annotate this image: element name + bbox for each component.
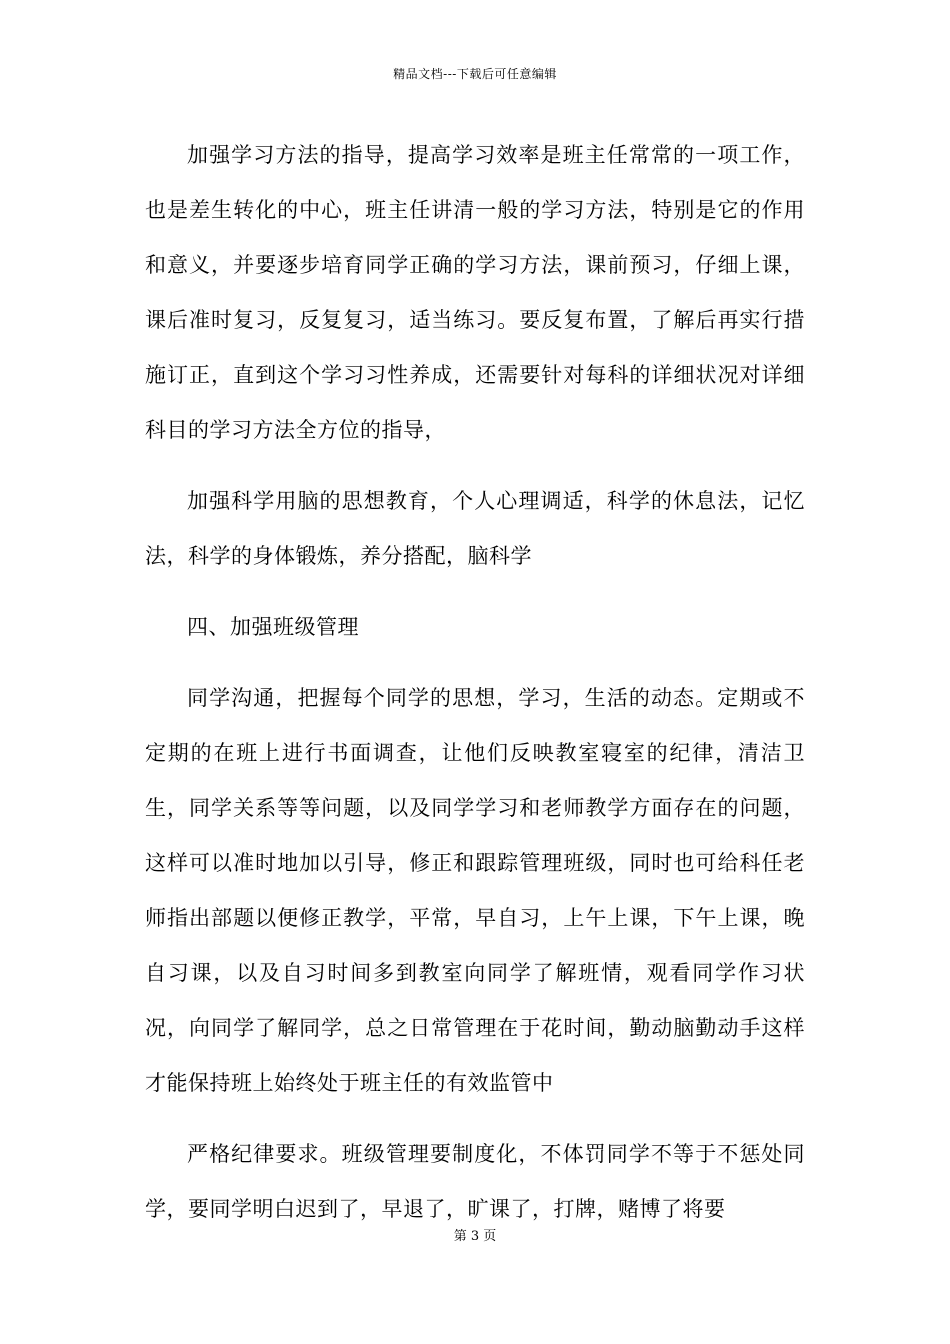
- paragraph-brain-science: 加强科学用脑的思想教育，个人心理调适，科学的休息法，记忆法，科学的身体锻炼，养分搭配，脑科学: [145, 489, 805, 568]
- paragraph-discipline: 严格纪律要求。班级管理要制度化，不体罚同学不等于不惩处同学，要同学明白迟到了，早退了，旷课了，打牌，赌博了将要: [145, 1142, 805, 1221]
- paragraph-student-communication: 同学沟通，把握每个同学的思想，学习，生活的动态。定期或不定期的在班上进行书面调查，让他们反映教室寝室的纪律，清洁卫生，同学关系等等问题，以及同学学习和老师教学方面存在的问题，这样可以准时地加以引导，修正和跟踪管理班级，同时也可给科任老师指出部题以便修正教学，平常，早自习，上午上课，下午上课，晚自习课，以及自习时间多到教室向同学了解班情，观看同学作习状况，向同学了解同学，总之日常管理在于花时间，勤动脑勤动手这样才能保持班上始终处于班主任的有效监管中: [145, 686, 805, 1095]
- section-heading-class-management: 四、加强班级管理: [187, 615, 359, 639]
- document-body: [145, 128, 805, 1253]
- paragraph-study-methods: 加强学习方法的指导，提高学习效率是班主任常常的一项工作，也是差生转化的中心，班主任讲清一般的学习方法，特别是它的作用和意义，并要逐步培育同学正确的学习方法，课前预习，仔细上课，课后准时复习，反复复习，适当练习。要反复布置，了解后再实行措施订正，直到这个学习习性养成，还需要针对每科的详细状况对详细科目的学习方法全方位的指导，: [145, 143, 805, 442]
- page-number: 第 3 页: [453, 1229, 497, 1244]
- page-header: 精品文档---下载后可任意编辑: [393, 67, 557, 81]
